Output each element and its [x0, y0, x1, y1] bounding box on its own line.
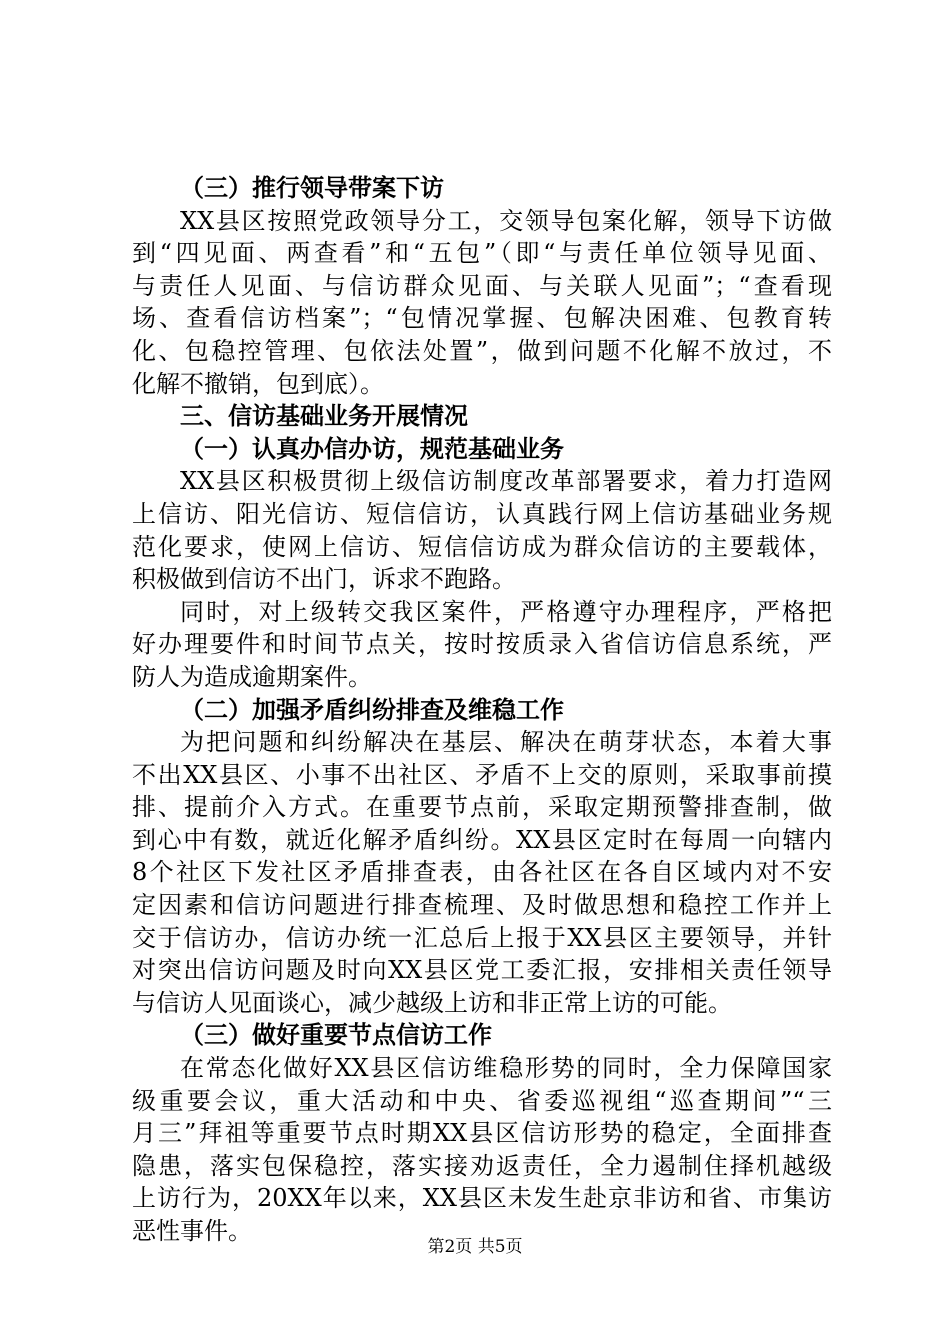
section-heading: （二）加强矛盾纠纷排查及维稳工作	[180, 695, 564, 724]
section-heading: （三）推行领导带案下访	[180, 174, 444, 202]
paragraph-line: 到“四见面、两查看”和“五包”（即“与责任单位领导见面、	[132, 239, 832, 268]
section-heading: 三、信访基础业务开展情况	[180, 402, 468, 431]
paragraph-line: 上信访、阳光信访、短信信访，认真践行网上信访基础业务规	[132, 499, 832, 528]
page-number: 第2页 共5页	[427, 1237, 523, 1257]
paragraph-line: 积极做到信访不出门，诉求不跑路。	[132, 565, 516, 594]
paragraph-line: 到心中有数，就近化解矛盾纠纷。XX县区定时在每周一向辖内	[132, 825, 832, 854]
paragraph-line: XX县区按照党政领导分工，交领导包案化解，领导下访做	[180, 206, 832, 235]
paragraph-line: 场、查看信访档案”；“包情况掌握、包解决困难、包教育转	[132, 304, 832, 333]
paragraph-line: 月三”拜祖等重要节点时期XX县区信访形势的稳定，全面排查	[132, 1119, 832, 1148]
paragraph-line: 上访行为，20XX年以来，XX县区未发生赴京非访和省、市集访	[132, 1184, 832, 1213]
paragraph-line: 在常态化做好XX县区信访维稳形势的同时，全力保障国家	[180, 1054, 832, 1083]
paragraph-line: XX县区积极贯彻上级信访制度改革部署要求，着力打造网	[180, 467, 832, 496]
paragraph-line: 同时，对上级转交我区案件，严格遵守办理程序，严格把	[180, 597, 832, 626]
paragraph-line: 化解不撤销，包到底）。	[132, 369, 384, 398]
paragraph-line: 好办理要件和时间节点关，按时按质录入省信访信息系统，严	[132, 630, 832, 659]
paragraph-line: 对突出信访问题及时向XX县区党工委汇报，安排相关责任领导	[132, 956, 832, 985]
paragraph-line: 8个社区下发社区矛盾排查表，由各社区在各自区域内对不安	[132, 858, 832, 887]
paragraph-line: 恶性事件。	[132, 1217, 252, 1245]
paragraph-line: 为把问题和纠纷解决在基层、解决在萌芽状态，本着大事	[180, 728, 832, 757]
paragraph-line: 范化要求，使网上信访、短信信访成为群众信访的主要载体，	[132, 532, 832, 561]
paragraph-line: 防人为造成逾期案件。	[132, 662, 372, 691]
paragraph-line: 与信访人见面谈心，减少越级上访和非正常上访的可能。	[132, 988, 732, 1017]
paragraph-line: 交于信访办，信访办统一汇总后上报于XX县区主要领导，并针	[132, 923, 832, 952]
paragraph-line: 不出XX县区、小事不出社区、矛盾不上交的原则，采取事前摸	[132, 760, 832, 789]
paragraph-line: 化、包稳控管理、包依法处置”，做到问题不化解不放过，不	[132, 336, 832, 365]
document-body	[132, 172, 832, 1248]
section-heading: （一）认真办信办访，规范基础业务	[180, 434, 564, 463]
paragraph-line: 与责任人见面、与信访群众见面、与关联人见面”；“查看现	[132, 271, 832, 300]
paragraph-line: 级重要会议，重大活动和中央、省委巡视组“巡查期间”“三	[132, 1086, 832, 1115]
paragraph-line: 排、提前介入方式。在重要节点前，采取定期预警排查制，做	[132, 793, 832, 822]
section-heading: （三）做好重要节点信访工作	[180, 1021, 492, 1050]
paragraph-line: 定因素和信访问题进行排查梳理、及时做思想和稳控工作并上	[132, 891, 832, 920]
paragraph-line: 隐患，落实包保稳控，落实接劝返责任，全力遏制住择机越级	[132, 1151, 832, 1180]
